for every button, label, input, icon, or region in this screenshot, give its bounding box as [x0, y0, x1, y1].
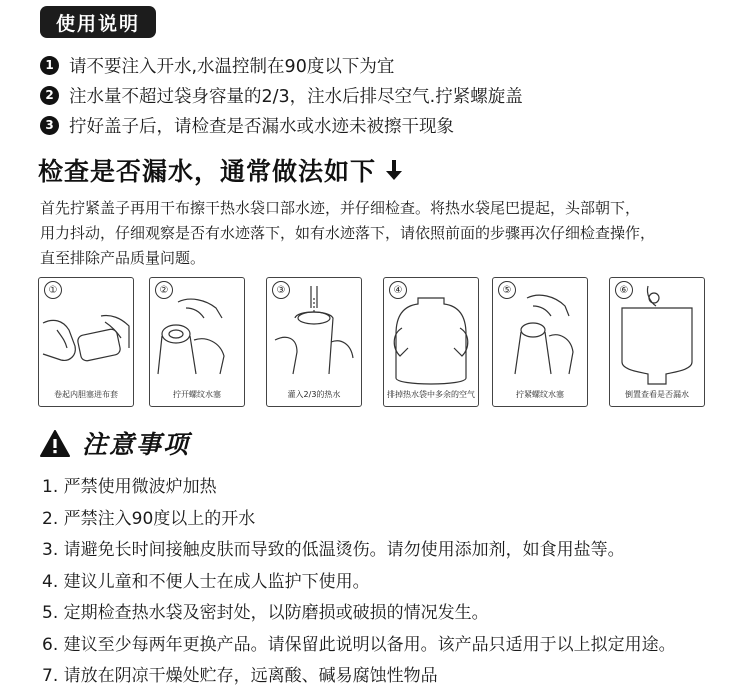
usage-text: 请不要注入开水,水温控制在90度以下为宜	[69, 56, 395, 77]
caution-item: 7. 请放在阴凉干燥处贮存，远离酸、碱易腐蚀性物品	[42, 666, 438, 687]
leak-check-title: 检查是否漏水，通常做法如下	[38, 157, 377, 186]
usage-text: 拧好盖子后，请检查是否漏水或水迹未被擦干现象	[69, 116, 454, 137]
step-card-invert-check	[609, 277, 705, 407]
leak-check-paragraph	[40, 196, 730, 271]
cautions-title: 注意事项	[82, 430, 191, 459]
step-caption: 灌入2/3的热水	[287, 390, 341, 399]
step-caption: 拧开螺纹水塞	[173, 390, 221, 399]
caution-item: 5. 定期检查热水袋及密封处，以防磨损或破损的情况发生。	[42, 603, 489, 624]
caution-item: 6. 建议至少每两年更换产品。请保留此说明以备用。该产品只适用于以上拟定用途。	[42, 634, 676, 655]
step-caption: 拧紧螺纹水塞	[516, 390, 564, 399]
cautions-list	[42, 469, 732, 690]
usage-item	[40, 50, 730, 80]
step-number-icon: 2	[40, 86, 59, 105]
step-caption: 排掉热水袋中多余的空气	[387, 390, 475, 399]
arrow-down-icon	[386, 160, 402, 180]
step-card-release-air	[383, 277, 479, 407]
step-number-badge: ③	[272, 281, 290, 299]
illustrated-steps	[38, 277, 718, 409]
step-number-badge: ⑥	[615, 281, 633, 299]
step-number-badge: ⑤	[498, 281, 516, 299]
step-card-tighten-plug	[492, 277, 588, 407]
usage-text: 注水量不超过袋身容量的2/3，注水后排尽空气.拧紧螺旋盖	[69, 86, 523, 107]
caution-item: 4. 建议儿童和不便人士在成人监护下使用。	[42, 571, 370, 592]
usage-list	[40, 50, 730, 140]
usage-item	[40, 110, 730, 140]
step-card-open-plug	[149, 277, 245, 407]
paragraph-line: 用力抖动，仔细观察是否有水迹落下，如有水迹落下，请依照前面的步骤再次仔细检查操作，	[40, 224, 656, 242]
step-number-icon: 3	[40, 116, 59, 135]
paragraph-line: 首先拧紧盖子再用干布擦干热水袋口部水迹，并仔细检查。将热水袋尾巴提起，头部朝下，	[40, 199, 641, 217]
cautions-heading	[40, 425, 190, 461]
usage-item	[40, 80, 730, 110]
step-card-roll-liner	[38, 277, 134, 407]
paragraph-line: 直至排除产品质量问题。	[40, 249, 206, 267]
caution-item: 1. 严禁使用微波炉加热	[42, 477, 217, 498]
step-number-icon: 1	[40, 56, 59, 75]
step-caption: 倒置查看是否漏水	[625, 390, 689, 399]
step-caption: 卷起内胆塞进布套	[54, 390, 118, 399]
instructions-badge: 使用说明	[40, 6, 156, 38]
step-number-badge: ①	[44, 281, 62, 299]
leak-check-heading	[38, 152, 402, 188]
step-number-badge: ④	[389, 281, 407, 299]
warning-triangle-icon	[40, 430, 70, 457]
caution-item: 2. 严禁注入90度以上的开水	[42, 508, 256, 529]
step-number-badge: ②	[155, 281, 173, 299]
step-card-fill-water	[266, 277, 362, 407]
caution-item: 3. 请避免长时间接触皮肤而导致的低温烫伤。请勿使用添加剂，如食用盐等。	[42, 540, 625, 561]
